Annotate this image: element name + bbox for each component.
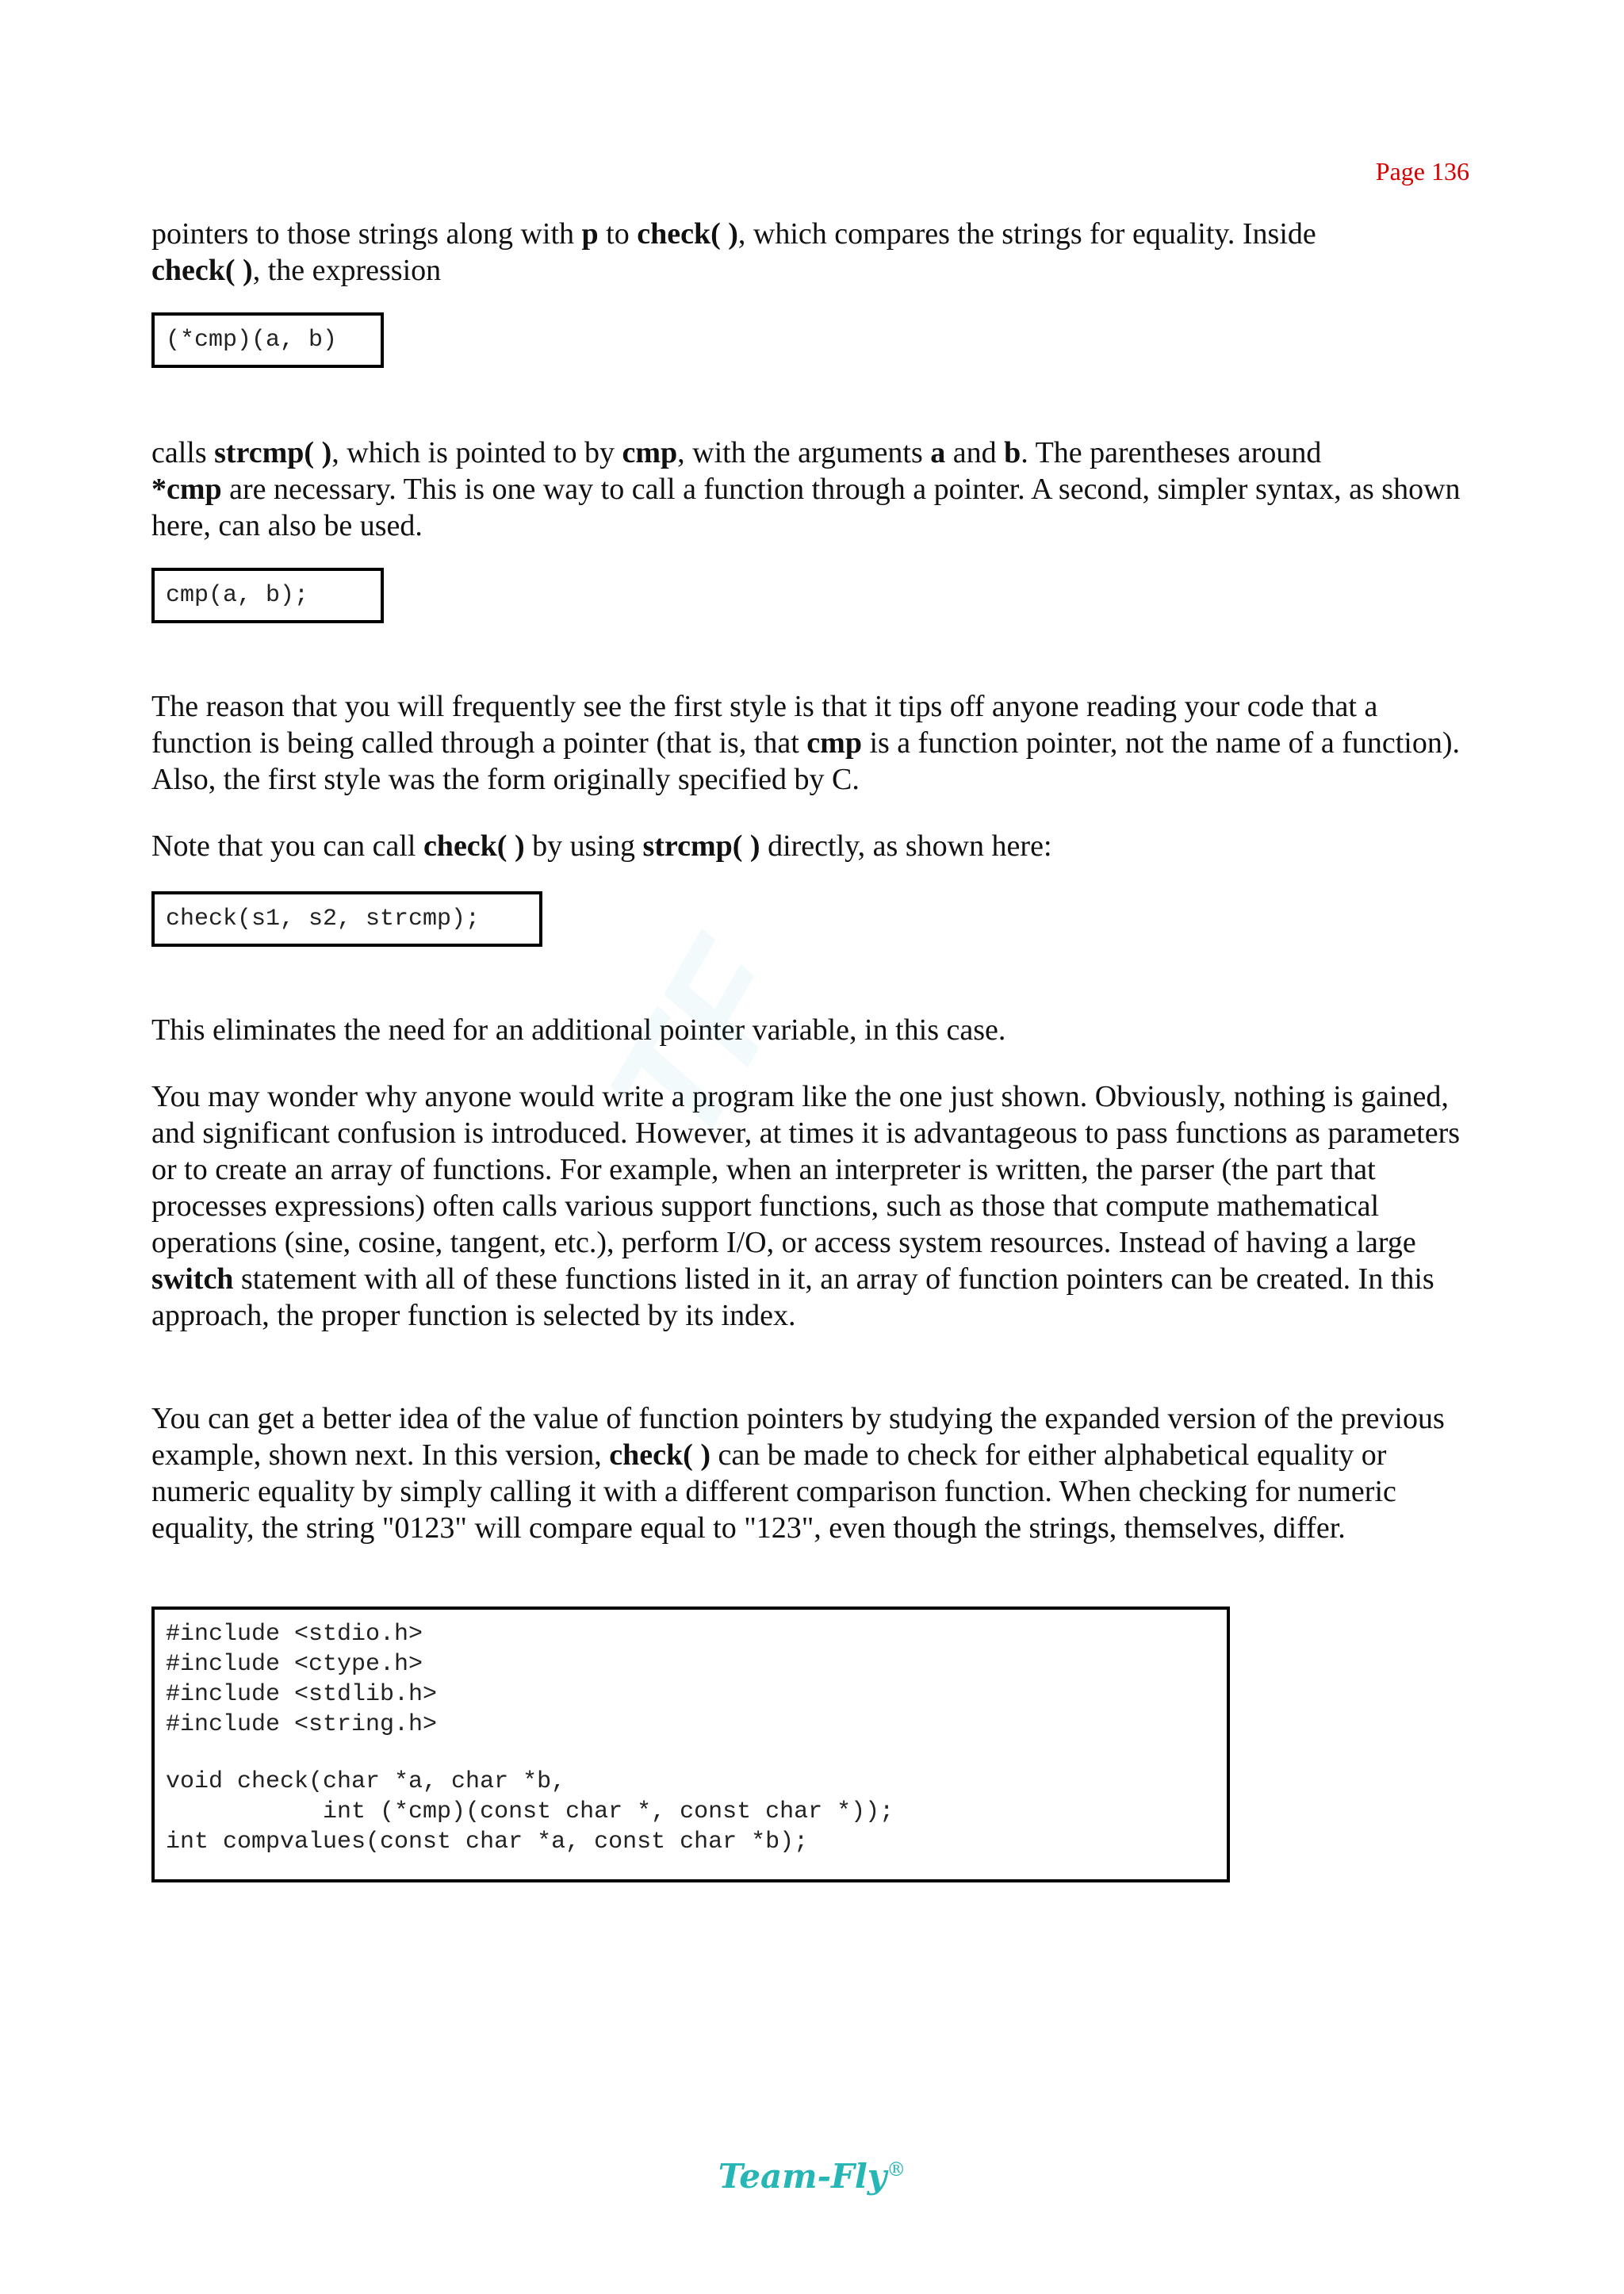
paragraph-direct-call: Note that you can call check( ) by using strcmp( ) directly, as shown here: [151, 829, 1052, 863]
code-term: check( ) [637, 217, 738, 251]
page-number: Page 136 [1375, 157, 1469, 186]
code-line: #include <ctype.h> [166, 1651, 423, 1678]
watermark: TF [574, 914, 825, 1171]
code-line: int (*cmp)(const char *, const char *)); [166, 1798, 894, 1825]
paragraph-style-reason: The reason that you will frequently see the first style is that it tips off anyone reading your code that a function is being called through a pointer (that is, that cmp is a function pointer, not the name of a function). Also, the first style was the form originally specified by C. [151, 690, 1460, 796]
code-line: void check(char *a, char *b, [166, 1768, 566, 1795]
code-line: #include <stdlib.h> [166, 1681, 438, 1708]
code-snippet-cmp-call: (*cmp)(a, b) [151, 312, 384, 368]
paragraph-eliminates: This eliminates the need for an additional pointer variable, in this case. [151, 1013, 1006, 1047]
code-term: check( ) [151, 254, 253, 287]
code-line [166, 1740, 1216, 1767]
code-line: #include <string.h> [166, 1711, 438, 1738]
paragraph-check-intro: pointers to those strings along with p to check( ), which compares the strings for equality. Inside check( ), the expression [151, 217, 1316, 287]
code-snippet-simple-call: cmp(a, b); [151, 568, 384, 623]
code-listing-includes [151, 1607, 1230, 1882]
code-snippet-check-strcmp: check(s1, s2, strcmp); [151, 891, 542, 947]
paragraph-strcmp-explanation: calls strcmp( ), which is pointed to by cmp, with the arguments a and b. The parentheses around *cmp are necessary. This is one way to call a function through a pointer. A second, simpler syntax, as shown here, can also be used. [151, 436, 1461, 542]
team-fly-logo[interactable]: Team-Fly® [718, 2157, 906, 2196]
code-line: #include <stdio.h> [166, 1621, 423, 1648]
code-line: int compvalues(const char *a, const char *b); [166, 1829, 809, 1855]
paragraph-why-function-pointers: You may wonder why anyone would write a program like the one just shown. Obviously, nothing is gained, and significant confusion is introduced. However, at times it is advantageous to pass functions as parameters or to create an array of functions. For example, when an interpreter is written, the parser (the part that processes expressions) often calls various support functions, such as those that compute mathematical operations (sine, cosine, tangent, etc.), perform I/O, or access system resources. Instead of having a large switch statement with all of these functions listed in it, an array of function pointers can be created. In this approach, the proper function is selected by its index. [151, 1080, 1461, 1332]
paragraph-expanded-example: You can get a better idea of the value of function pointers by studying the expanded version of the previous example, shown next. In this version, check( ) can be made to check for either alphabetical equality or numeric equality by simply calling it with a different comparison function. When checking for numeric equality, the string "0123" will compare equal to "123", even though the strings, themselves, differ. [151, 1402, 1445, 1545]
code-term: p [581, 217, 599, 251]
